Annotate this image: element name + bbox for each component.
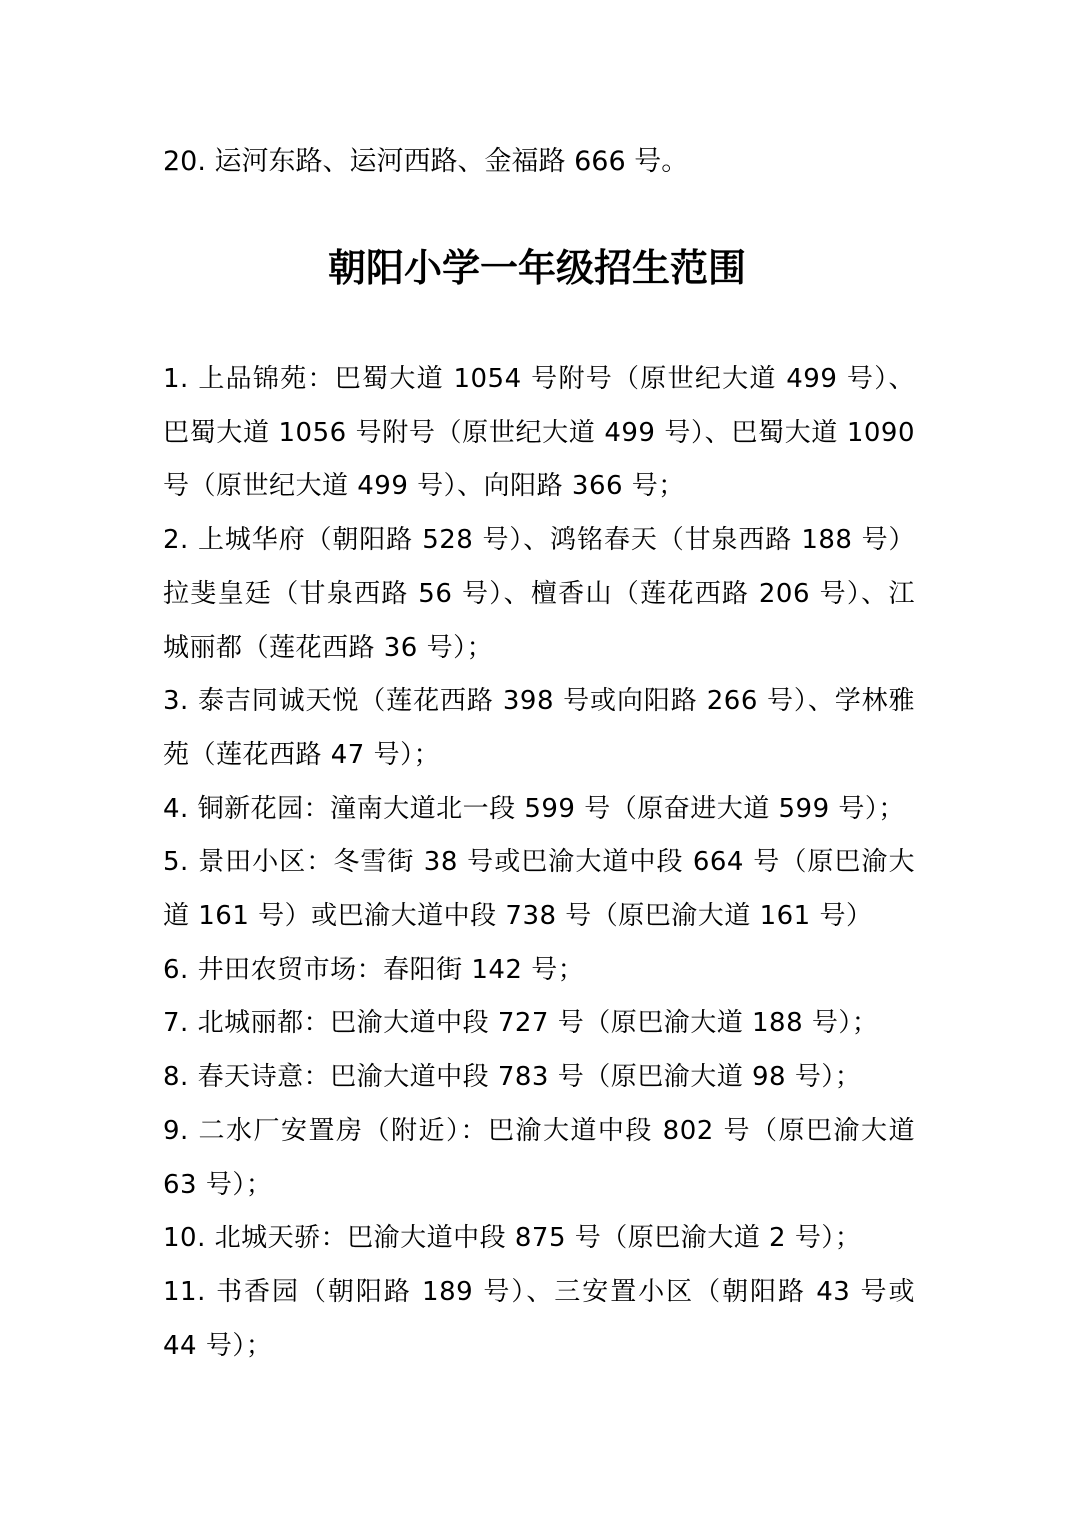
list-item: 8. 春天诗意：巴渝大道中段 783 号（原巴渝大道 98 号）； [163, 1062, 862, 1093]
list-item: 1. 上品锦苑：巴蜀大道 1054 号附号（原世纪大道 499 号）、巴蜀大道 1056 号附号（原世纪大道 499 号）、巴蜀大道 1090 号（原世纪大道 499 号）、向阳路 366 号； [163, 364, 915, 502]
list-item: 7. 北城丽都：巴渝大道中段 727 号（原巴渝大道 188 号）； [163, 1008, 879, 1039]
list-item: 9. 二水厂安置房（附近）：巴渝大道中段 802 号（原巴渝大道 63 号）； [163, 1115, 915, 1200]
section-title: 朝阳小学一年级招生范围 [327, 245, 746, 290]
list-item: 3. 泰吉同诚天悦（莲花西路 398 号或向阳路 266 号）、学林雅苑（莲花西路 47 号）； [163, 686, 915, 770]
list-item: 11. 书香园（朝阳路 189 号）、三安置小区（朝阳路 43 号或 44 号）； [163, 1276, 915, 1361]
previous-list-item: 20. 运河东路、运河西路、金福路 666 号。 [163, 146, 689, 177]
list-item: 2. 上城华府（朝阳路 528 号）、鸿铭春天（甘泉西路 188 号）拉斐皇廷（甘泉西路 56 号）、檀香山（莲花西路 206 号）、江城丽都（莲花西路 36 号）； [163, 525, 915, 663]
list-item: 6. 井田农贸市场：春阳街 142 号； [163, 954, 585, 985]
list-item: 4. 铜新花园：潼南大道北一段 599 号（原奋进大道 599 号）； [163, 793, 905, 824]
list-item: 10. 北城天骄：巴渝大道中段 875 号（原巴渝大道 2 号）； [163, 1223, 862, 1254]
list-item: 5. 景田小区：冬雪街 38 号或巴渝大道中段 664 号（原巴渝大道 161 号）或巴渝大道中段 738 号（原巴渝大道 161 号） [163, 847, 915, 932]
enrollment-list [163, 353, 915, 1373]
